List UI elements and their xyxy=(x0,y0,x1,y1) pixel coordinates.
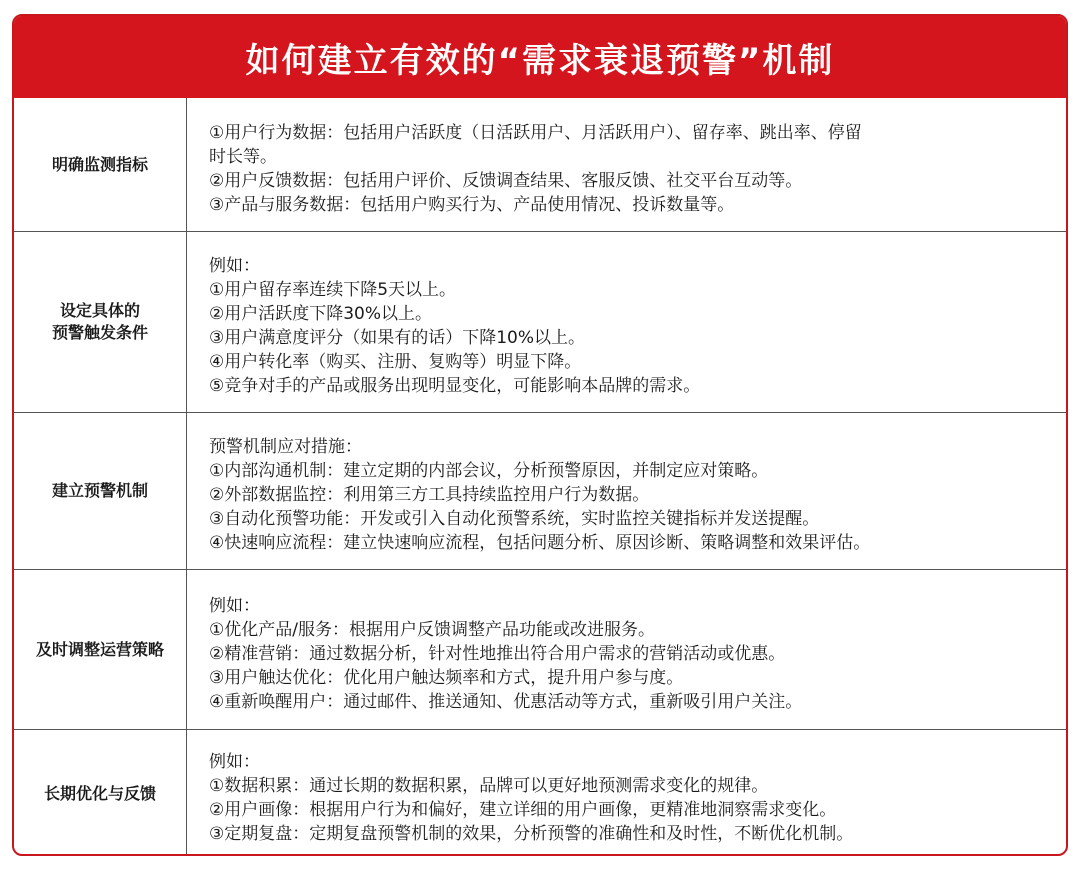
row-label-line: 建立预警机制 xyxy=(51,481,148,500)
content-line: 时长等。 xyxy=(209,146,277,167)
content-line: ③产品与服务数据：包括用户购买行为、产品使用情况、投诉数量等。 xyxy=(209,194,735,215)
row-label xyxy=(14,413,187,569)
content-line: 例如： xyxy=(209,752,260,772)
row-label xyxy=(14,730,187,856)
content-line: ④用户转化率（购买、注册、复购等）明显下降。 xyxy=(209,352,582,372)
content-line: 例如： xyxy=(209,595,260,616)
content-line: ②外部数据监控：利用第三方工具持续监控用户行为数据。 xyxy=(209,485,650,505)
table-row-monitoring-indicators xyxy=(14,98,1066,231)
table-row-long-term-optimization xyxy=(14,729,1066,856)
row-label-line: 设定具体的 xyxy=(59,301,140,320)
row-content xyxy=(187,570,1066,729)
content-line: ②用户反馈数据：包括用户评价、反馈调查结果、客服反馈、社交平台互动等。 xyxy=(209,170,803,191)
row-content xyxy=(187,98,1066,231)
row-label xyxy=(14,98,187,231)
content-line: 预警机制应对措施： xyxy=(209,437,362,457)
title-banner xyxy=(14,16,1066,98)
row-label-line: 预警触发条件 xyxy=(51,323,148,342)
table-row-adjust-strategy xyxy=(14,569,1066,729)
row-label-line: 明确监测指标 xyxy=(51,154,148,174)
content-line: ⑤竞争对手的产品或服务出现明显变化，可能影响本品牌的需求。 xyxy=(209,376,701,396)
content-line: ③定期复盘：定期复盘预警机制的效果，分析预警的准确性和及时性，不断优化机制。 xyxy=(209,824,854,844)
row-label-line: 长期优化与反馈 xyxy=(43,784,156,803)
content-line: ①用户留存率连续下降5天以上。 xyxy=(209,280,457,300)
content-line: ①优化产品/服务：根据用户反馈调整产品功能或改进服务。 xyxy=(209,619,655,640)
content-line: ②用户活跃度下降30%以上。 xyxy=(209,304,433,324)
content-line: ③用户满意度评分（如果有的话）下降10%以上。 xyxy=(209,328,586,348)
row-label xyxy=(14,570,187,729)
table-row-trigger-conditions xyxy=(14,231,1066,412)
mechanism-card xyxy=(12,14,1068,856)
row-content xyxy=(187,232,1066,412)
page-title: 如何建立有效的“需求衰退预警”机制 xyxy=(245,40,835,81)
content-line: ④快速响应流程：建立快速响应流程，包括问题分析、原因诊断、策略调整和效果评估。 xyxy=(209,533,871,553)
content-line: ③用户触达优化：优化用户触达频率和方式，提升用户参与度。 xyxy=(209,667,684,688)
content-line: ①用户行为数据：包括用户活跃度（日活跃用户、月活跃用户）、留存率、跳出率、停留 xyxy=(209,122,862,143)
row-content xyxy=(187,730,1066,856)
content-line: ③自动化预警功能：开发或引入自动化预警系统，实时监控关键指标并发送提醒。 xyxy=(209,509,820,529)
content-line: ②精准营销：通过数据分析，针对性地推出符合用户需求的营销活动或优惠。 xyxy=(209,643,786,664)
row-label xyxy=(14,232,187,412)
mechanism-table xyxy=(14,98,1066,856)
content-line: ①数据积累：通过长期的数据积累，品牌可以更好地预测需求变化的规律。 xyxy=(209,776,769,796)
content-line: 例如： xyxy=(209,256,260,276)
table-row-warning-mechanism xyxy=(14,412,1066,569)
row-label-line: 及时调整运营策略 xyxy=(35,639,164,659)
content-line: ④重新唤醒用户：通过邮件、推送通知、优惠活动等方式，重新吸引用户关注。 xyxy=(209,691,803,712)
row-content xyxy=(187,413,1066,569)
content-line: ②用户画像：根据用户行为和偏好，建立详细的用户画像，更精准地洞察需求变化。 xyxy=(209,800,837,820)
content-line: ①内部沟通机制：建立定期的内部会议，分析预警原因，并制定应对策略。 xyxy=(209,461,769,481)
